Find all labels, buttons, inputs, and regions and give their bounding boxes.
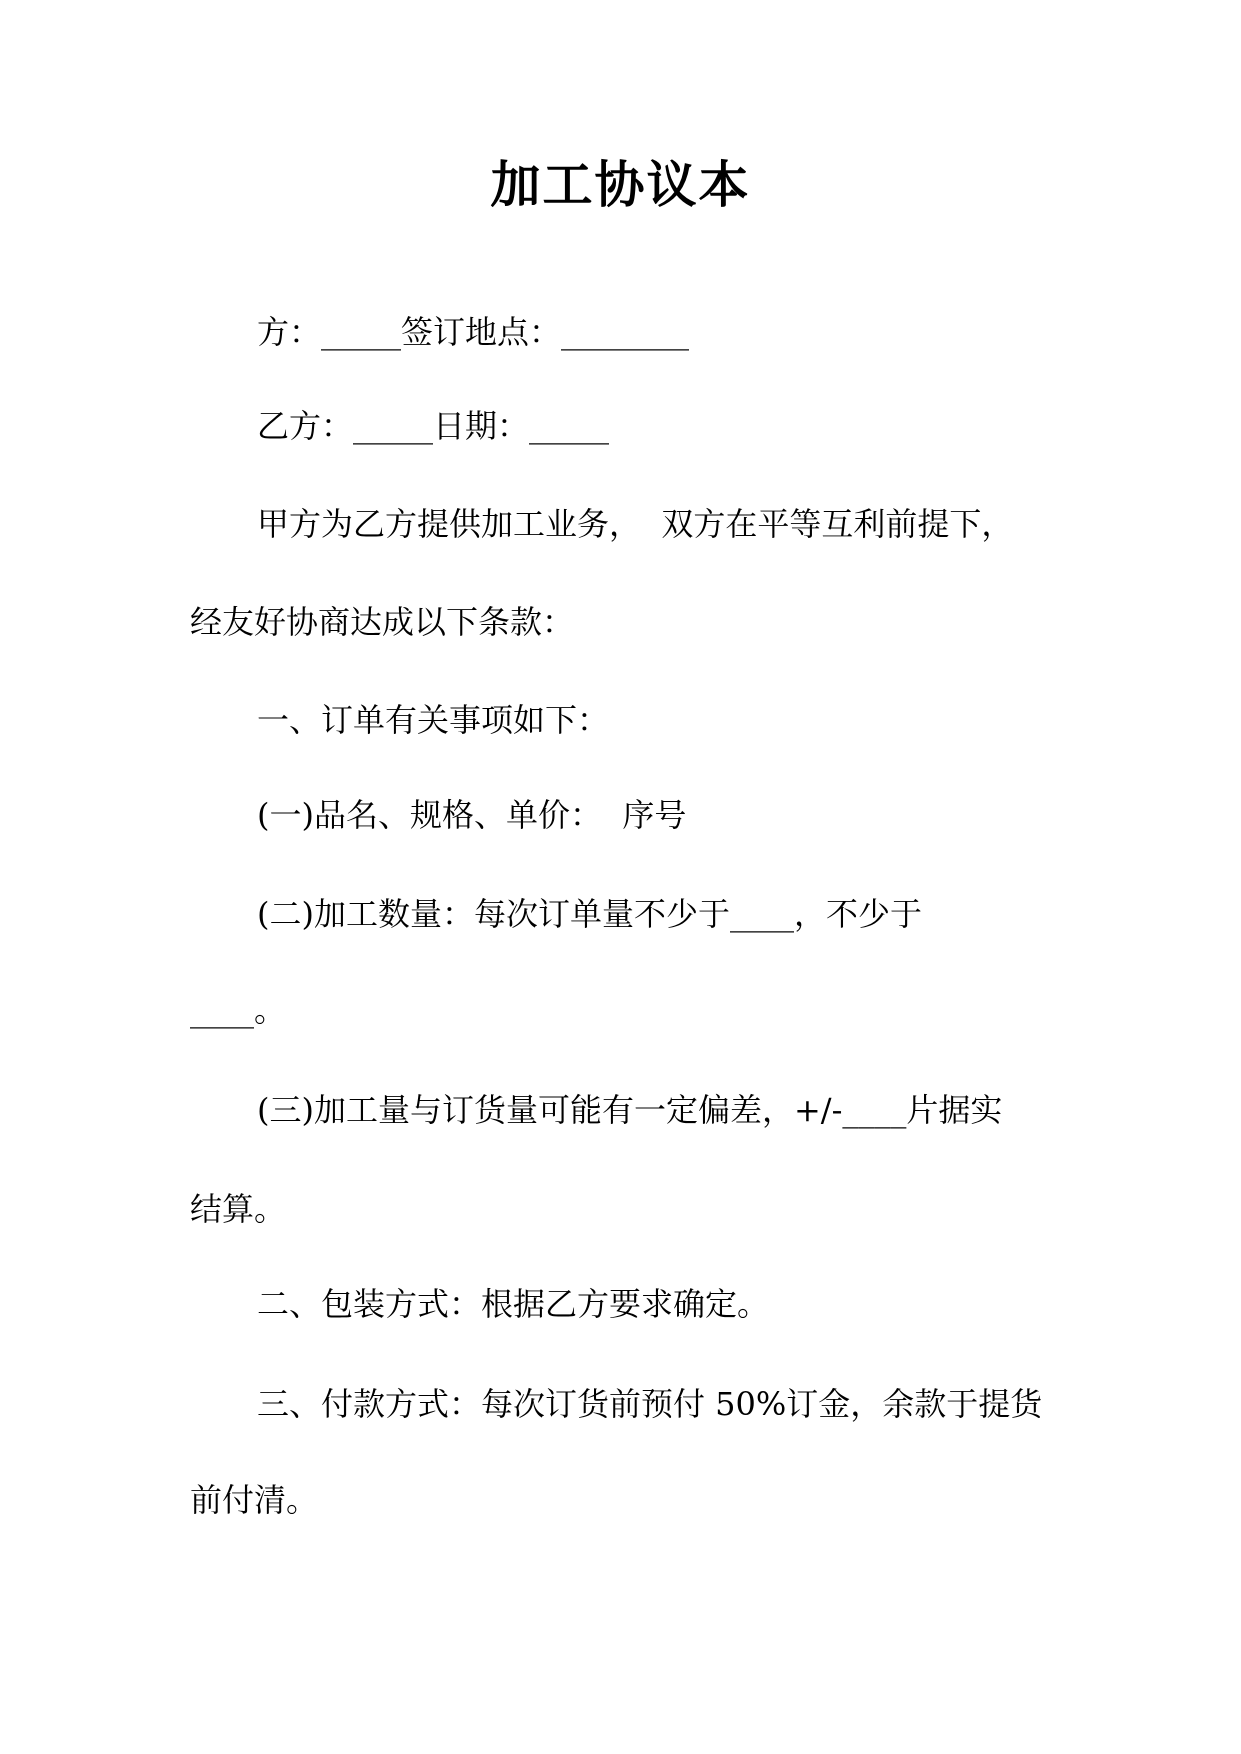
document-title: 加工协议本 xyxy=(490,155,751,214)
intro-paragraph-line-2: 经友好协商达成以下条款： xyxy=(190,603,575,641)
section-2-line: 二、包装方式：根据乙方要求确定。 xyxy=(257,1285,770,1323)
intro-paragraph-line-1: 甲方为乙方提供加工业务， 双方在平等互利前提下， xyxy=(257,505,1014,543)
clause-1-2-line-2: ____。 xyxy=(190,991,287,1029)
party-b-date-line: 乙方：_____日期：_____ xyxy=(257,407,610,445)
section-3-line-1: 三、付款方式：每次订货前预付 50%订金，余款于提货 xyxy=(257,1385,1043,1423)
clause-1-3-line-2: 结算。 xyxy=(190,1190,287,1228)
section-1-heading: 一、订单有关事项如下： xyxy=(257,701,610,739)
party-a-signing-place-line: 方：_____签订地点：________ xyxy=(257,313,690,351)
clause-1-1-line: (一)品名、规格、单价： 序号 xyxy=(257,796,687,834)
clause-1-3-line-1: (三)加工量与订货量可能有一定偏差，+/-____片据实 xyxy=(257,1091,1003,1129)
clause-1-2-line-1: (二)加工数量：每次订单量不少于____，不少于 xyxy=(257,895,922,933)
section-3-line-2: 前付清。 xyxy=(190,1481,319,1519)
